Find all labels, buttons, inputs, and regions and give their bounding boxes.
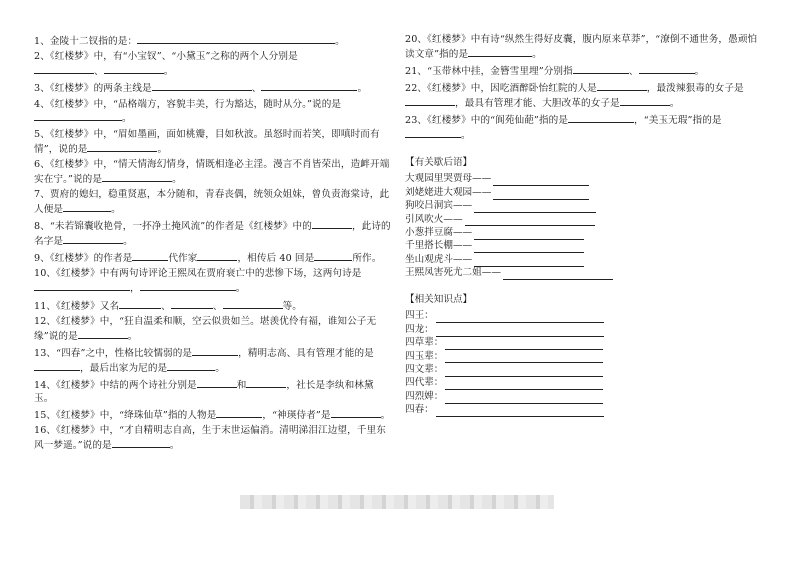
answer-blank[interactable] bbox=[405, 128, 461, 138]
question-text: 20、《红楼梦》中有诗“纵然生得好皮囊，腹内原来草莽”，“潦倒不通世务，愚顽怕读文章”指的是 bbox=[405, 34, 758, 60]
answer-blank[interactable] bbox=[197, 251, 237, 261]
question-20: 20、《红楼梦》中有诗“纵然生得好皮囊，腹内原来草莽”，“潦倒不通世务，愚顽怕读文章”指的是 。 bbox=[405, 34, 758, 60]
question-11: 11、《红楼梦》又名 、 、 等。 bbox=[34, 300, 302, 312]
question-4: 4、《红楼梦》中，“品格端方，容貌丰美，行为豁达，随时从分。”说的是。 bbox=[34, 98, 342, 125]
list-item: 四春： bbox=[405, 404, 765, 417]
question-text: 13、“四春”之中，性格比较懦弱的是 bbox=[34, 347, 193, 359]
question-text: 4、《红楼梦》中，“品格端方，容貌丰美，行为豁达，随时从分。”说的是 bbox=[34, 98, 342, 110]
xiehouyu-list bbox=[405, 173, 765, 280]
zhishi-list bbox=[405, 310, 765, 417]
answer-blank[interactable] bbox=[34, 361, 80, 371]
question-text: 22、《红楼梦》中，因吃酒醉卧怡红院的人是 bbox=[405, 83, 597, 95]
section-title-xiehouyu: 【有关歇后语】 bbox=[405, 157, 473, 169]
answer-blank[interactable] bbox=[474, 243, 584, 253]
answer-blank[interactable] bbox=[597, 81, 647, 91]
question-23: 23、《红楼梦》中的“阆苑仙葩”指的是 ，“美玉无瑕”指的是。 bbox=[405, 115, 722, 142]
answer-blank[interactable] bbox=[493, 176, 589, 186]
question-text: 11、《红楼梦》又名 bbox=[34, 300, 120, 312]
question-text: 16、《红楼梦》中，“才自精明志自高，生于末世运偏消。清明涕泪江边望，千里东风一梦遥。”说的是 bbox=[34, 425, 386, 452]
answer-blank[interactable] bbox=[331, 408, 381, 418]
answer-blank[interactable] bbox=[167, 361, 215, 371]
question-8: 8、“未若锦囊收艳骨，一抔净土掩风流”的作者是《红楼梦》中的 ，此诗的名字是 。 bbox=[34, 221, 391, 247]
answer-blank[interactable] bbox=[137, 34, 335, 44]
question-15: 15、《红楼梦》中，“绛珠仙草”指的人物是 ，“神瑛侍者”是 。 bbox=[34, 410, 391, 422]
question-text: 3、《红楼梦》的两条主线是 bbox=[34, 83, 152, 95]
list-item: 大观园里哭贾母—— bbox=[405, 173, 765, 186]
question-14: 14、《红楼梦》中结的两个诗社分别是 和 ，社长是李纨和林黛玉。 bbox=[34, 380, 374, 404]
question-21: 21、“玉带林中挂，金簪雪里埋”分别指 、 。 bbox=[405, 66, 705, 78]
answer-blank[interactable] bbox=[436, 407, 604, 417]
question-5: 5、《红楼梦》中，“眉如墨画，面如桃瓣，目如秋波。虽怒时而若笑，即嗔时而有情”，说的是 。 bbox=[34, 128, 380, 155]
list-item: 四烈婢： bbox=[405, 390, 765, 403]
answer-blank[interactable] bbox=[197, 378, 237, 388]
answer-blank[interactable] bbox=[246, 378, 286, 388]
list-item: 四文辈： bbox=[405, 363, 765, 376]
answer-blank[interactable] bbox=[445, 367, 603, 377]
question-text: 5、《红楼梦》中，“眉如墨画，面如桃瓣，目如秋波。虽怒时而若笑，即嗔时而有情”，说的是 bbox=[34, 128, 380, 155]
answer-blank[interactable] bbox=[140, 281, 236, 291]
question-text: 10、《红楼梦》中有两句诗评论王熙凤在贾府衰亡中的悲惨下场，这两句诗是 bbox=[34, 268, 362, 280]
answer-blank[interactable] bbox=[152, 81, 252, 91]
answer-blank[interactable] bbox=[34, 64, 94, 74]
question-9: 9、《红楼梦》的作者是 代作家 ，相传后 40 回是 所作。 bbox=[34, 253, 382, 265]
answer-blank[interactable] bbox=[312, 219, 352, 229]
section-title-zhishi: 【相关知识点】 bbox=[405, 294, 473, 305]
list-item: 狗咬吕洞宾—— bbox=[405, 200, 765, 213]
answer-blank[interactable] bbox=[620, 96, 670, 106]
list-item: 小葱拌豆腐—— bbox=[405, 226, 765, 239]
list-item: 四王： bbox=[405, 310, 765, 323]
answer-blank[interactable] bbox=[314, 251, 352, 261]
question-text: 8、“未若锦囊收艳骨，一抔净土掩风流”的作者是《红楼梦》中的 bbox=[34, 221, 312, 233]
answer-blank[interactable] bbox=[568, 113, 634, 123]
answer-blank[interactable] bbox=[474, 257, 584, 267]
question-7: 7、贾府的媳妇，稳重贤惠，本分随和，青春丧偶，统领众姐妹，曾负责海棠诗，此人便是 。 bbox=[34, 188, 390, 215]
answer-blank[interactable] bbox=[465, 216, 595, 226]
question-text: 23、《红楼梦》中的“阆苑仙葩”指的是 bbox=[405, 115, 569, 127]
question-text: 12、《红楼梦》中，“狂自温柔和顺，空云似贵如兰。堪羡优伶有福，谁知公子无缘”说的是 bbox=[34, 315, 377, 342]
question-10: 10、《红楼梦》中有两句诗评论王熙凤在贾府衰亡中的悲惨下场，这两句诗是， 。 bbox=[34, 268, 362, 295]
answer-blank[interactable] bbox=[639, 64, 695, 74]
answer-blank[interactable] bbox=[216, 408, 262, 418]
question-3: 3、《红楼梦》的两条主线是 、 。 bbox=[34, 83, 368, 95]
answer-blank[interactable] bbox=[261, 81, 357, 91]
question-22: 22、《红楼梦》中，因吃酒醉卧怡红院的人是 ，最泼辣狠毒的女子是，最具有管理才能、大胆改革的女子是 。 bbox=[405, 83, 744, 110]
question-text: 1、金陵十二钗指的是： bbox=[34, 36, 138, 47]
answer-blank[interactable] bbox=[493, 190, 589, 200]
list-item: 四龙： bbox=[405, 323, 765, 336]
answer-blank[interactable] bbox=[474, 230, 584, 240]
list-item: 王熙凤害死尤二姐—— bbox=[405, 267, 765, 280]
question-13: 13、“四春”之中，性格比较懦弱的是 ，精明志高、具有管理才能的是，最后出家为尼的是 。 bbox=[34, 347, 374, 374]
list-item: 引风吹火—— bbox=[405, 213, 765, 226]
answer-blank[interactable] bbox=[63, 234, 123, 244]
answer-blank[interactable] bbox=[474, 203, 596, 213]
answer-blank[interactable] bbox=[445, 394, 603, 404]
answer-blank[interactable] bbox=[102, 172, 172, 182]
question-1: 1、金陵十二钗指的是： 。 bbox=[34, 36, 345, 47]
answer-blank[interactable] bbox=[171, 299, 213, 309]
answer-blank[interactable] bbox=[503, 270, 613, 280]
question-text: 14、《红楼梦》中结的两个诗社分别是 bbox=[34, 380, 197, 392]
question-text: 21、“玉带林中挂，金簪雪里埋”分别指 bbox=[405, 66, 573, 78]
blurred-watermark bbox=[240, 495, 554, 509]
right-column bbox=[405, 34, 765, 417]
question-text: 2、《红楼梦》中，有“小宝钗”、“小黛玉”之称的两个人分别是 bbox=[34, 51, 298, 63]
answer-blank[interactable] bbox=[112, 438, 170, 448]
answer-blank[interactable] bbox=[34, 281, 130, 291]
answer-blank[interactable] bbox=[78, 329, 128, 339]
list-item: 千里搭长棚—— bbox=[405, 240, 765, 253]
answer-blank[interactable] bbox=[573, 64, 629, 74]
list-item: 刘姥姥进大观园—— bbox=[405, 186, 765, 199]
answer-blank[interactable] bbox=[436, 327, 604, 337]
answer-blank[interactable] bbox=[119, 299, 161, 309]
question-12: 12、《红楼梦》中，“狂自温柔和顺，空云似贵如兰。堪羡优伶有福，谁知公子无缘”说的是 。 bbox=[34, 315, 377, 342]
answer-blank[interactable] bbox=[445, 353, 603, 363]
question-2: 2、《红楼梦》中，有“小宝钗”、“小黛玉”之称的两个人分别是 、 。 bbox=[34, 51, 298, 78]
question-text: 7、贾府的媳妇，稳重贤惠，本分随和，青春丧偶，统领众姐妹，曾负责海棠诗，此人便是 bbox=[34, 188, 390, 215]
list-item: 四玉辈： bbox=[405, 350, 765, 363]
answer-blank[interactable] bbox=[223, 299, 283, 309]
list-item: 四草辈： bbox=[405, 337, 765, 350]
question-text: 9、《红楼梦》的作者是 bbox=[34, 253, 133, 265]
answer-blank[interactable] bbox=[87, 142, 157, 152]
answer-blank[interactable] bbox=[436, 313, 604, 323]
question-16: 16、《红楼梦》中，“才自精明志自高，生于末世运偏消。清明涕泪江边望，千里东风一梦遥。”说的是 。 bbox=[34, 425, 386, 452]
answer-blank[interactable] bbox=[63, 202, 111, 212]
answer-blank[interactable] bbox=[445, 340, 603, 350]
question-6: 6、《红楼梦》中，“情天情海幻情身，情既相逢必主淫。漫言不肖皆荣出，造衅开端实在宁。”说的是 。 bbox=[34, 158, 390, 185]
list-item: 坐山观虎斗—— bbox=[405, 253, 765, 266]
answer-blank[interactable] bbox=[445, 380, 603, 390]
list-item: 四代辈： bbox=[405, 377, 765, 390]
answer-blank[interactable] bbox=[192, 346, 238, 356]
answer-blank[interactable] bbox=[34, 111, 122, 121]
question-text: 15、《红楼梦》中，“绛珠仙草”指的人物是 bbox=[34, 410, 217, 422]
answer-blank[interactable] bbox=[468, 47, 532, 57]
answer-blank[interactable] bbox=[104, 64, 164, 74]
left-column bbox=[34, 34, 392, 456]
answer-blank[interactable] bbox=[405, 96, 455, 106]
question-text: 6、《红楼梦》中，“情天情海幻情身，情既相逢必主淫。漫言不肖皆荣出，造衅开端实在宁。”说的是 bbox=[34, 158, 390, 185]
answer-blank[interactable] bbox=[132, 251, 168, 261]
